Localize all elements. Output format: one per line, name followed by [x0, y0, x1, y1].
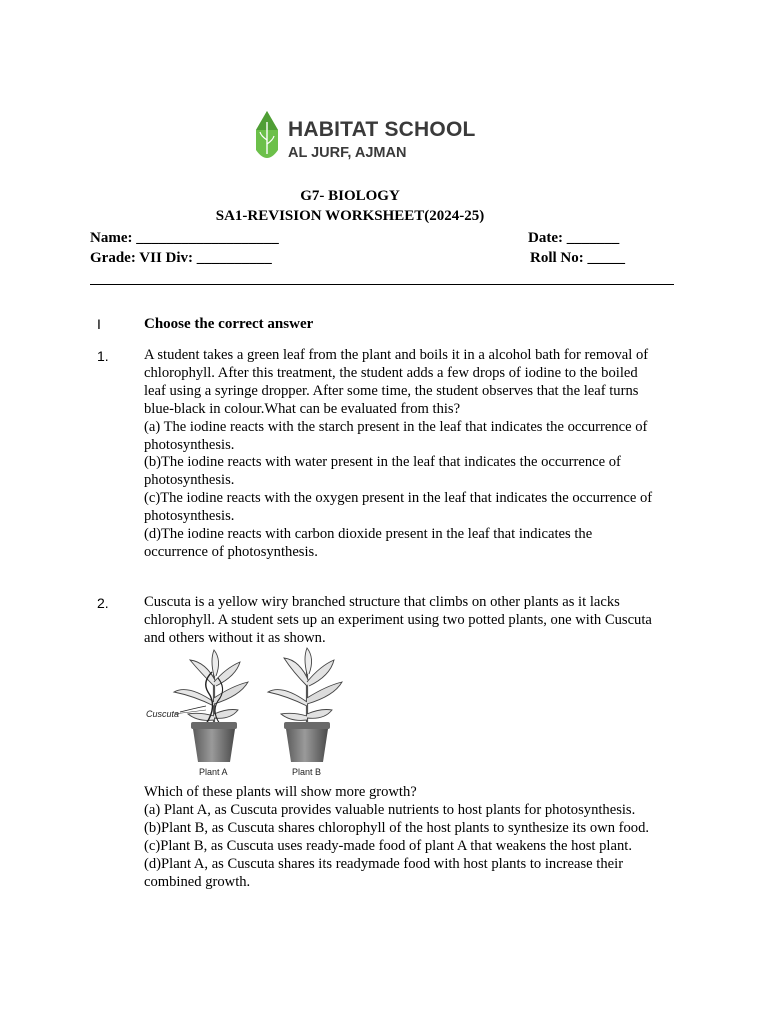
pencil-leaf-logo-icon: [252, 110, 282, 164]
option-line: (d)Plant A, as Cuscuta shares its readymade food with host plants to increase their: [144, 855, 624, 872]
option-line: (b)Plant B, as Cuscuta shares chlorophyll of the host plants to synthesize its own food.: [144, 819, 650, 836]
option-line: photosynthesis.: [144, 508, 235, 525]
grade-division-field: Grade: VII Div: __________: [90, 250, 272, 266]
option-line: (a) The iodine reacts with the starch present in the leaf that indicates the occurrence of: [144, 418, 648, 435]
plant-a-drawing: [174, 650, 248, 762]
option-line: occurrence of photosynthesis.: [144, 543, 318, 560]
cuscuta-plants-figure: [144, 646, 362, 780]
option-line: combined growth.: [144, 873, 251, 890]
header-divider: [90, 284, 674, 285]
school-name: HABITAT SCHOOL: [288, 118, 476, 141]
question-number: 2.: [97, 595, 109, 611]
question-line: and others without it as shown.: [144, 629, 326, 646]
option-line: photosynthesis.: [144, 436, 235, 453]
plant-b-label: Plant B: [292, 767, 322, 777]
option-line: (b)The iodine reacts with water present in the leaf that indicates the occurrence of: [144, 454, 621, 471]
subject-title: G7- BIOLOGY: [300, 188, 400, 204]
question-1-text: [144, 347, 674, 562]
question-line: leaf using a syringe dropper. After some time, the student observes that the leaf turns: [144, 382, 639, 399]
question-line: Cuscuta is a yellow wiry branched structure that climbs on other plants as it lacks: [144, 594, 620, 610]
option-line: (a) Plant A, as Cuscuta provides valuable nutrients to host plants for photosynthesis.: [144, 801, 636, 818]
question-line: chlorophyll. A student sets up an experiment using two potted plants, one with Cuscuta: [144, 611, 652, 628]
option-line: (d)The iodine reacts with carbon dioxide present in the leaf that indicates the: [144, 526, 593, 543]
school-location: AL JURF, AJMAN: [288, 145, 407, 161]
question-line: A student takes a green leaf from the plant and boils it in a alcohol bath for removal of: [144, 347, 649, 363]
roll-number-field: Roll No: _____: [530, 250, 625, 266]
question-line: blue-black in colour.What can be evaluated from this?: [144, 400, 461, 417]
option-line: (c)Plant B, as Cuscuta uses ready-made food of plant A that weakens the host plant.: [144, 837, 632, 854]
date-field: Date: _______: [528, 230, 620, 246]
question-number: 1.: [97, 348, 109, 364]
plant-b-drawing: [268, 648, 342, 762]
option-line: (c)The iodine reacts with the oxygen present in the leaf that indicates the occurrence of: [144, 490, 653, 507]
question-line: chlorophyll. After this treatment, the student adds a few drops of iodine to the boiled: [144, 364, 638, 381]
worksheet-title: SA1-REVISION WORKSHEET(2024-25): [215, 208, 485, 224]
plant-a-label: Plant A: [199, 767, 228, 777]
option-line: photosynthesis.: [144, 472, 235, 489]
question-2-options: [144, 784, 674, 891]
school-logo: [252, 110, 476, 166]
cuscuta-label: Cuscuta: [146, 709, 180, 719]
section-title: Choose the correct answer: [144, 316, 314, 332]
name-field: Name: ___________________: [90, 230, 279, 246]
section-number: I: [97, 316, 101, 332]
question-2-text: [144, 594, 674, 648]
question-line: Which of these plants will show more growth?: [144, 784, 417, 800]
